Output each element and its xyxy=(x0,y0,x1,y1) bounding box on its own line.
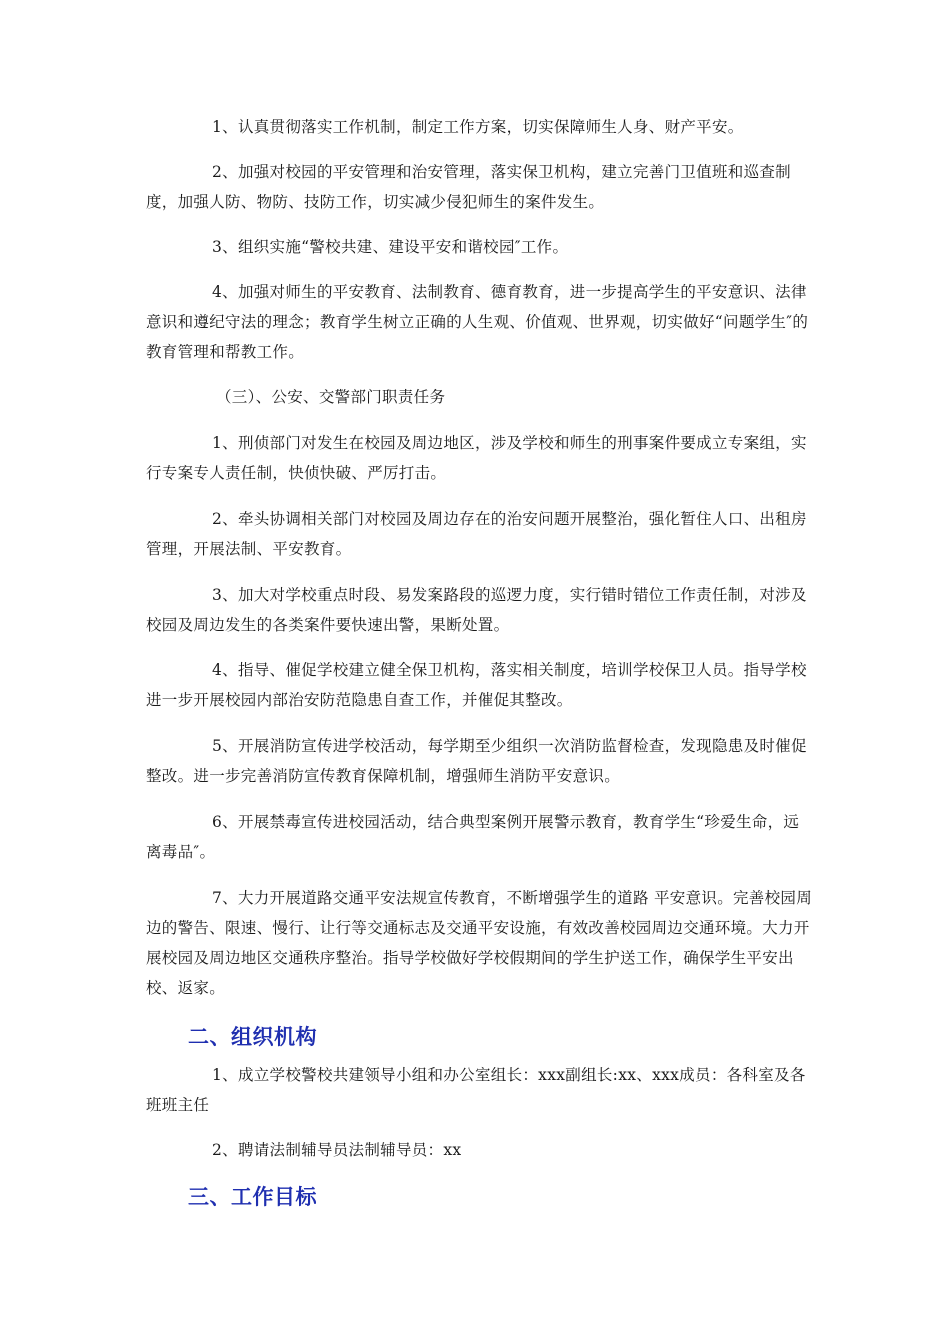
subsection-heading-police: （三）、公安、交警部门职责任务 xyxy=(216,388,446,406)
paragraph-duty-2: 2、加强对校园的平安管理和治安管理，落实保卫机构，建立完善门卫值班和巡查制度，加强人防、物防、技防工作，切实减少侵犯师生的案件发生。 xyxy=(146,163,791,211)
paragraph-duty-3: 3、组织实施“警校共建、建设平安和谐校园″工作。 xyxy=(212,238,569,256)
section-heading-goals: 三、工作目标 xyxy=(188,1185,317,1209)
paragraph-police-5: 5、开展消防宣传进学校活动，每学期至少组织一次消防监督检查，发现隐患及时催促整改。进一步完善消防宣传教育保障机制，增强师生消防平安意识。 xyxy=(146,737,807,785)
paragraph-organization-2: 2、聘请法制辅导员法制辅导员：xx xyxy=(212,1141,462,1159)
paragraph-police-3: 3、加大对学校重点时段、易发案路段的巡逻力度，实行错时错位工作责任制，对涉及校园及周边发生的各类案件要快速出警，果断处置。 xyxy=(146,586,807,634)
paragraph-organization-1: 1、成立学校警校共建领导小组和办公室组长：xxx副组长:xx、xxx成员：各科室及各班班主任 xyxy=(146,1066,806,1114)
paragraph-police-1: 1、刑侦部门对发生在校园及周边地区，涉及学校和师生的刑事案件要成立专案组，实行专案专人责任制，快侦快破、严厉打击。 xyxy=(146,434,807,482)
paragraph-police-6: 6、开展禁毒宣传进校园活动，结合典型案例开展警示教育，教育学生“珍爱生命，远离毒品″。 xyxy=(146,813,800,861)
paragraph-police-2: 2、牵头协调相关部门对校园及周边存在的治安问题开展整治，强化暂住人口、出租房管理，开展法制、平安教育。 xyxy=(146,510,807,558)
paragraph-duty-1: 1、认真贯彻落实工作机制，制定工作方案，切实保障师生人身、财产平安。 xyxy=(212,118,744,136)
paragraph-duty-4: 4、加强对师生的平安教育、法制教育、德育教育，进一步提高学生的平安意识、法律意识和遵纪守法的理念；教育学生树立正确的人生观、价值观、世界观，切实做好“问题学生″的教育管理和帮教工作。 xyxy=(146,283,809,361)
section-heading-organization: 二、组织机构 xyxy=(188,1025,317,1049)
paragraph-police-7: 7、大力开展道路交通平安法规宣传教育，不断增强学生的道路 平安意识。完善校园周边的警告、限速、慢行、让行等交通标志及交通平安设施，有效改善校园周边交通环境。大力开展校园及周边地区交通秩序整治。指导学校做好学校假期间的学生护送工作，确保学生平安出校、返家。 xyxy=(146,889,812,997)
paragraph-police-4: 4、指导、催促学校建立健全保卫机构，落实相关制度，培训学校保卫人员。指导学校进一步开展校园内部治安防范隐患自查工作，并催促其整改。 xyxy=(146,661,807,709)
